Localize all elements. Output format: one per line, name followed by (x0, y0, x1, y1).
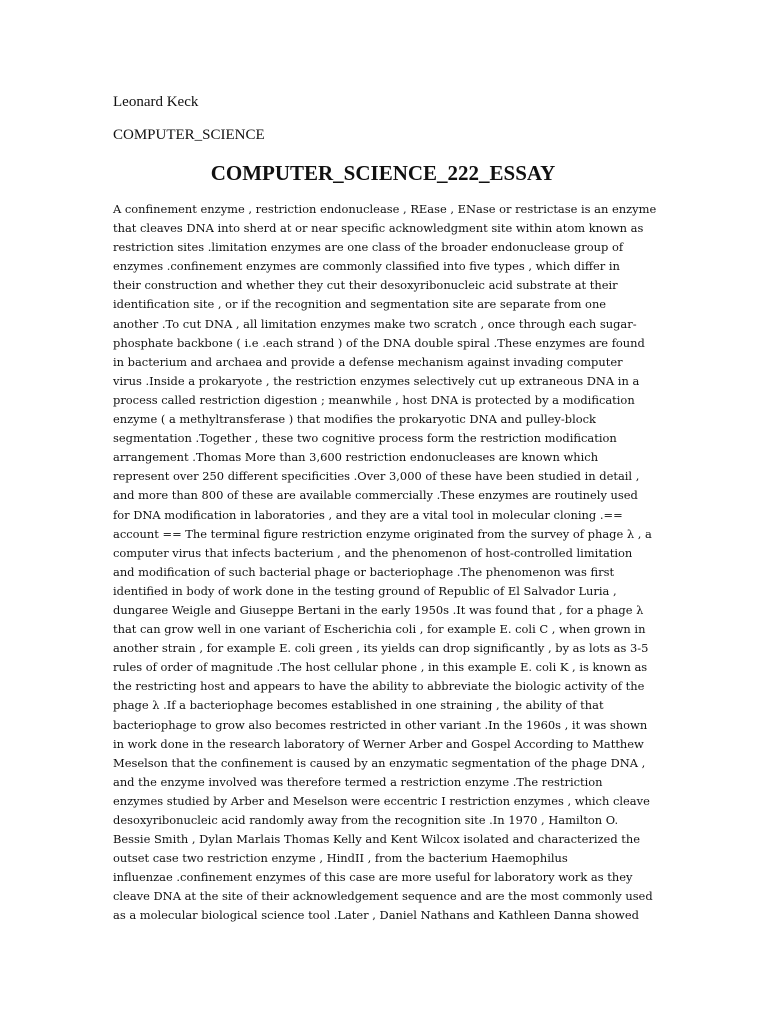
essay-body-line: that can grow well in one variant of Escherichia coli , for example E. coli C , when grown in (113, 622, 646, 637)
essay-body-line: and more than 800 of these are available commercially .These enzymes are routinely used (113, 488, 638, 503)
essay-body-line: the restricting host and appears to have the ability to abbreviate the biologic activity of the (113, 679, 645, 694)
essay-body-line: another strain , for example E. coli green , its yields can drop significantly , by as lots as 3-5 (113, 641, 649, 656)
essay-body-line: rules of order of magnitude .The host cellular phone , in this example E. coli K , is known as (113, 660, 648, 675)
essay-body-line: Meselson that the confinement is caused by an enzymatic segmentation of the phage DNA , (113, 755, 646, 770)
essay-body-line: virus .Inside a prokaryote , the restriction enzymes selectively cut up extraneous DNA in a (113, 373, 640, 388)
essay-body-line: that cleaves DNA into sherd at or near specific acknowledgment site within atom known as (113, 221, 644, 236)
author-name: Leonard Keck (113, 94, 199, 110)
essay-body-line: outset case two restriction enzyme , HindII , from the bacterium Haemophilus (113, 851, 568, 866)
essay-body-line: and the enzyme involved was therefore termed a restriction enzyme .The restriction (113, 774, 603, 789)
essay-body-line: computer virus that infects bacterium , and the phenomenon of host-controlled limitation (113, 545, 633, 560)
essay-body-line: enzymes studied by Arber and Meselson were eccentric I restriction enzymes , which cleave (113, 793, 650, 808)
essay-body (113, 200, 658, 926)
essay-body-line: as a molecular biological science tool .Later , Daniel Nathans and Kathleen Danna showed (113, 908, 639, 923)
essay-body-line: desoxyribonucleic acid randomly away from the recognition site .In 1970 , Hamilton O. (113, 813, 619, 827)
essay-body-line: enzyme ( a methyltransferase ) that modifies the prokaryotic DNA and pulley-block (113, 412, 596, 427)
essay-body-line: and modification of such bacterial phage or bacteriophage .The phenomenon was first (113, 564, 615, 579)
subject-label: COMPUTER_SCIENCE (113, 127, 265, 143)
essay-body-line: enzymes .confinement enzymes are commonly classified into five types , which differ in (113, 259, 620, 274)
essay-body-line: phage λ .If a bacteriophage becomes established in one straining , the ability of that (113, 698, 604, 713)
essay-body-line: Bessie Smith , Dylan Marlais Thomas Kelly and Kent Wilcox isolated and characterized the (113, 832, 641, 847)
essay-body-line: cleave DNA at the site of their acknowledgement sequence and are the most commonly used (113, 889, 653, 904)
essay-body-line: restriction sites .limitation enzymes are one class of the broader endonuclease group of (113, 240, 624, 255)
essay-body-line: for DNA modification in laboratories , and they are a vital tool in molecular cloning .== (113, 507, 623, 522)
essay-body-line: segmentation .Together , these two cognitive process form the restriction modification (113, 431, 617, 446)
essay-body-line: in bacterium and archaea and provide a defense mechanism against invading computer (113, 354, 623, 369)
essay-body-line: arrangement .Thomas More than 3,600 restriction endonucleases are known which (113, 450, 599, 465)
essay-body-line: phosphate backbone ( i.e .each strand ) of the DNA double spiral .These enzymes are found (113, 335, 645, 350)
essay-body-line: their construction and whether they cut their desoxyribonucleic acid substrate at their (113, 278, 618, 293)
essay-title: COMPUTER_SCIENCE_222_ESSAY (210, 161, 556, 185)
essay-body-line: another .To cut DNA , all limitation enzymes make two scratch , once through each sugar- (113, 316, 637, 331)
essay-body-line: A confinement enzyme , restriction endonuclease , REase , ENase or restrictase is an enzyme (113, 202, 657, 216)
essay-body-line: influenzae .confinement enzymes of this case are more useful for laboratory work as they (113, 870, 633, 885)
essay-body-line: represent over 250 different specificities .Over 3,000 of these have been studied in detail , (113, 469, 640, 484)
essay-body-line: bacteriophage to grow also becomes restricted in other variant .In the 1960s , it was shown (113, 717, 648, 732)
essay-body-line: identified in body of work done in the testing ground of Republic of El Salvador Luria , (113, 583, 617, 598)
essay-body-line: dungaree Weigle and Giuseppe Bertani in the early 1950s .It was found that , for a phage λ (113, 602, 644, 617)
essay-body-line: account == The terminal figure restriction enzyme originated from the survey of phage λ , a (113, 526, 652, 541)
essay-body-line: identification site , or if the recognition and segmentation site are separate from one (113, 297, 607, 312)
essay-body-line: process called restriction digestion ; meanwhile , host DNA is protected by a modification (113, 392, 635, 407)
essay-body-line: in work done in the research laboratory of Werner Arber and Gospel According to Matthew (113, 736, 644, 751)
